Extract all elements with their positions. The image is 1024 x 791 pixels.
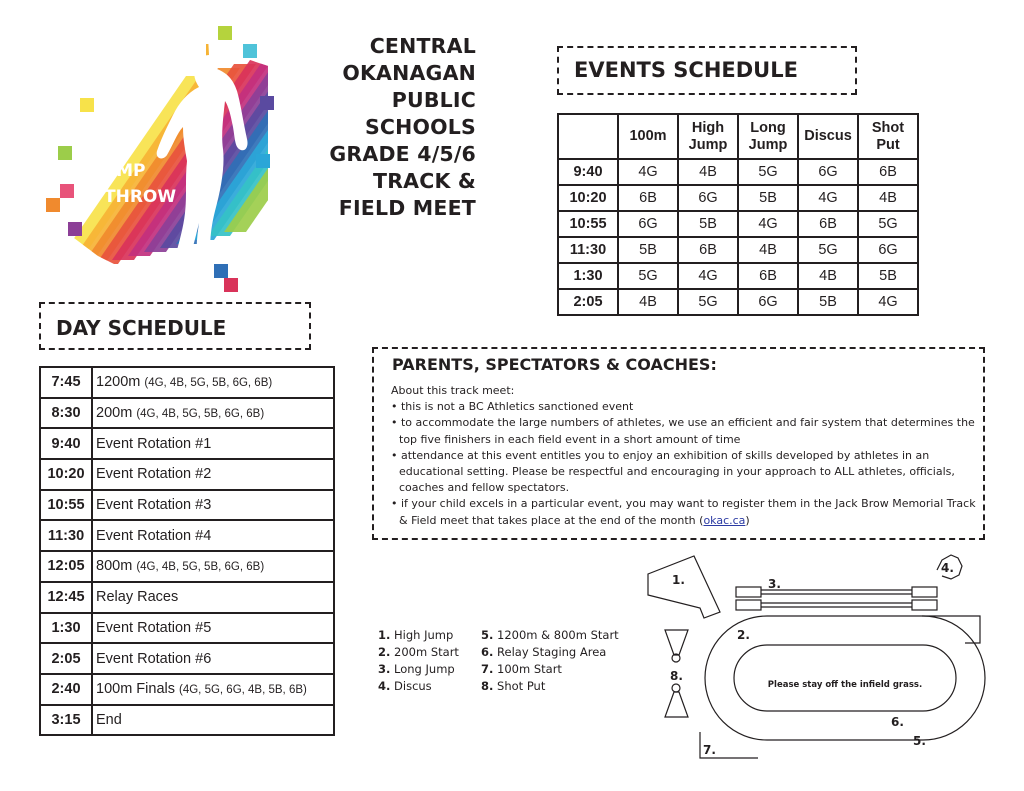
group-cell: 6B xyxy=(678,237,738,263)
marker-4: 4. xyxy=(941,561,954,575)
event-groups: (4G, 4B, 5G, 5B, 6G, 6B) xyxy=(144,377,273,390)
column-header-long-jump xyxy=(738,114,798,159)
legend-number: 6. xyxy=(481,645,494,659)
events-table-row xyxy=(558,211,918,237)
logo-pixel xyxy=(60,184,74,198)
marker-5: 5. xyxy=(913,734,926,748)
legend-number: 3. xyxy=(378,662,391,676)
legend-label: Long Jump xyxy=(394,662,455,676)
event-name: 100m Finals xyxy=(96,681,175,698)
column-header-time xyxy=(558,114,618,159)
info-bullet: • this is not a BC Athletics sanctioned event xyxy=(391,400,634,414)
group-cell: 4B xyxy=(678,159,738,185)
event-cell xyxy=(92,428,334,459)
group-cell: 5B xyxy=(858,263,918,289)
group-cell: 6B xyxy=(858,159,918,185)
event-name: Event Rotation #1 xyxy=(96,435,212,452)
legend-item xyxy=(481,627,619,644)
event-groups: (4G, 4B, 5G, 5B, 6G, 6B) xyxy=(136,561,265,574)
event-cell xyxy=(92,490,334,521)
time-cell: 10:20 xyxy=(40,459,92,490)
event-name: Event Rotation #6 xyxy=(96,650,212,667)
column-header-label: Put xyxy=(876,136,900,153)
parents-info-box xyxy=(372,347,985,540)
events-table-row xyxy=(558,289,918,315)
group-cell: 5G xyxy=(798,237,858,263)
legend-number: 8. xyxy=(481,679,494,693)
events-schedule-header xyxy=(557,46,857,95)
legend-item xyxy=(378,627,459,644)
day-table-row xyxy=(40,459,334,490)
info-bullet-end: ) xyxy=(745,513,750,527)
legend-label: Relay Staging Area xyxy=(497,645,607,659)
group-cell: 6B xyxy=(798,211,858,237)
time-cell: 3:15 xyxy=(40,705,92,736)
title-line: GRADE 4/5/6 xyxy=(329,142,476,166)
time-cell: 9:40 xyxy=(40,428,92,459)
column-header-label: Long xyxy=(750,119,786,136)
legend-item xyxy=(481,678,619,695)
info-intro: About this track meet: xyxy=(391,384,515,397)
title-line: PUBLIC xyxy=(391,88,476,112)
day-schedule-header xyxy=(39,302,311,350)
time-cell: 11:30 xyxy=(40,520,92,551)
track-inner xyxy=(734,645,956,711)
group-cell: 6B xyxy=(738,263,798,289)
marker-2: 2. xyxy=(737,628,750,642)
legend-label: Shot Put xyxy=(497,679,546,693)
events-table-row xyxy=(558,159,918,185)
title-line: SCHOOLS xyxy=(364,115,476,139)
day-table-row xyxy=(40,705,334,736)
group-cell: 4G xyxy=(798,185,858,211)
logo-pixel xyxy=(243,44,257,58)
logo-word-run: RUN xyxy=(88,135,130,155)
logo-pixel xyxy=(46,198,60,212)
title-line: TRACK & xyxy=(373,169,476,193)
legend-number: 7. xyxy=(481,662,494,676)
logo-pixel xyxy=(214,264,228,278)
day-table-row xyxy=(40,643,334,674)
group-cell: 6G xyxy=(618,211,678,237)
event-name: Event Rotation #5 xyxy=(96,619,212,636)
event-cell xyxy=(92,367,334,398)
event-groups: (4G, 4B, 5G, 5B, 6G, 6B) xyxy=(136,408,265,421)
group-cell: 5B xyxy=(618,237,678,263)
event-cell xyxy=(92,398,334,429)
legend-number: 1. xyxy=(378,628,391,642)
events-table-row xyxy=(558,185,918,211)
time-cell: 12:45 xyxy=(40,582,92,613)
day-table-row xyxy=(40,398,334,429)
events-table-header-row xyxy=(558,114,918,159)
infield-note: Please stay off the infield grass. xyxy=(767,680,923,690)
marker-8: 8. xyxy=(670,669,683,683)
time-cell: 12:05 xyxy=(40,551,92,582)
day-table-row xyxy=(40,551,334,582)
column-header-high-jump xyxy=(678,114,738,159)
event-cell xyxy=(92,520,334,551)
time-cell: 1:30 xyxy=(558,263,618,289)
event-name: Event Rotation #2 xyxy=(96,466,212,483)
event-title xyxy=(296,33,476,222)
legend-label: 1200m & 800m Start xyxy=(497,628,619,642)
column-header-100m xyxy=(618,114,678,159)
legend-number: 4. xyxy=(378,679,391,693)
event-name: Event Rotation #3 xyxy=(96,497,212,514)
group-cell: 6G xyxy=(798,159,858,185)
event-name: 1200m xyxy=(96,374,141,391)
legend-column xyxy=(378,627,459,695)
group-cell: 4B xyxy=(858,185,918,211)
day-table-row xyxy=(40,520,334,551)
time-cell: 10:55 xyxy=(558,211,618,237)
marker-3: 3. xyxy=(768,577,781,591)
column-header-label: Jump xyxy=(748,136,788,153)
event-name: 200m xyxy=(96,405,133,422)
group-cell: 5B xyxy=(678,211,738,237)
column-header-label: Discus xyxy=(804,128,852,144)
marker-6: 6. xyxy=(891,715,904,729)
column-header-label: Jump xyxy=(688,136,728,153)
legend-number: 5. xyxy=(481,628,494,642)
legend-label: 200m Start xyxy=(394,645,459,659)
logo-word-jump: JUMP xyxy=(96,161,146,181)
legend-label: High Jump xyxy=(394,628,454,642)
group-cell: 4G xyxy=(738,211,798,237)
legend-item xyxy=(378,678,459,695)
title-line: CENTRAL xyxy=(369,34,476,58)
event-name: End xyxy=(96,711,122,728)
time-cell: 8:30 xyxy=(40,398,92,429)
event-cell xyxy=(92,582,334,613)
event-name: Relay Races xyxy=(96,589,179,606)
time-cell: 10:55 xyxy=(40,490,92,521)
day-table-row xyxy=(40,582,334,613)
title-line: OKANAGAN xyxy=(342,61,476,85)
long-jump-pits xyxy=(736,587,937,610)
info-body xyxy=(391,383,981,529)
legend-column xyxy=(481,627,619,695)
events-table-row xyxy=(558,263,918,289)
time-cell: 7:45 xyxy=(40,367,92,398)
day-table-row xyxy=(40,613,334,644)
marker-7: 7. xyxy=(703,743,716,757)
logo-pixel xyxy=(80,98,94,112)
time-cell: 1:30 xyxy=(40,613,92,644)
event-name: Event Rotation #4 xyxy=(96,527,212,544)
run-jump-throw-logo xyxy=(38,26,278,294)
time-cell: 2:05 xyxy=(40,643,92,674)
day-schedule-table xyxy=(39,366,335,736)
group-cell: 5G xyxy=(738,159,798,185)
info-bullet: • to accommodate the large numbers of athletes, we use an efficient and fair system that determines the top five finishers in each field event in a short amount of time xyxy=(391,416,975,446)
group-cell: 5B xyxy=(798,289,858,315)
logo-pixel xyxy=(58,146,72,160)
column-header-discus xyxy=(798,114,858,159)
high-jump-area xyxy=(648,556,720,618)
event-cell xyxy=(92,551,334,582)
group-cell: 5G xyxy=(678,289,738,315)
logo-pixel xyxy=(68,222,82,236)
group-cell: 4G xyxy=(678,263,738,289)
column-header-shot-put xyxy=(858,114,918,159)
time-cell: 11:30 xyxy=(558,237,618,263)
column-header-label: Shot xyxy=(871,119,905,136)
group-cell: 4B xyxy=(798,263,858,289)
logo-pixel xyxy=(224,278,238,292)
legend-item xyxy=(378,644,459,661)
info-bullet xyxy=(391,496,981,528)
info-heading: PARENTS, SPECTATORS & COACHES: xyxy=(392,355,717,374)
group-cell: 4G xyxy=(858,289,918,315)
events-schedule-table xyxy=(557,113,919,316)
day-table-row xyxy=(40,428,334,459)
marker-1: 1. xyxy=(672,573,685,587)
okac-link[interactable]: okac.ca xyxy=(703,513,746,527)
day-table-row xyxy=(40,490,334,521)
legend-item xyxy=(378,661,459,678)
time-cell: 10:20 xyxy=(558,185,618,211)
group-cell: 6G xyxy=(738,289,798,315)
legend-label: Discus xyxy=(394,679,432,693)
day-schedule-heading: DAY SCHEDULE xyxy=(56,316,227,340)
event-cell xyxy=(92,459,334,490)
day-table-row xyxy=(40,367,334,398)
group-cell: 4B xyxy=(738,237,798,263)
event-groups: (4G, 5G, 6G, 4B, 5B, 6B) xyxy=(179,684,307,697)
group-cell: 5G xyxy=(618,263,678,289)
event-cell xyxy=(92,643,334,674)
day-table-row xyxy=(40,674,334,705)
logo-pixel xyxy=(256,154,270,168)
events-schedule-heading: EVENTS SCHEDULE xyxy=(574,58,798,82)
column-header-label: 100m xyxy=(629,128,667,144)
info-bullet-text: • if your child excels in a particular event, you may want to register them in the Jack Brow Memorial Track & Field meet that takes place at the end of the month ( xyxy=(391,497,976,527)
legend-item xyxy=(481,644,619,661)
group-cell: 5B xyxy=(738,185,798,211)
field-map xyxy=(640,550,1020,790)
events-table-row xyxy=(558,237,918,263)
event-cell xyxy=(92,705,334,736)
legend-number: 2. xyxy=(378,645,391,659)
logo-word-throw: THROW xyxy=(104,187,177,207)
group-cell: 6B xyxy=(618,185,678,211)
group-cell: 6G xyxy=(678,185,738,211)
time-cell: 9:40 xyxy=(558,159,618,185)
time-cell: 2:40 xyxy=(40,674,92,705)
event-name: 800m xyxy=(96,558,133,575)
group-cell: 6G xyxy=(858,237,918,263)
legend-item xyxy=(481,661,619,678)
event-cell xyxy=(92,613,334,644)
event-cell xyxy=(92,674,334,705)
title-line: FIELD MEET xyxy=(338,196,476,220)
logo-pixel xyxy=(260,96,274,110)
group-cell: 4G xyxy=(618,159,678,185)
group-cell: 5G xyxy=(858,211,918,237)
info-bullet: • attendance at this event entitles you to enjoy an exhibition of skills developed by athletes in an educational setting. Please be respectful and encouraging in your approach to ALL athletes, officials, coaches and fellow spectators. xyxy=(391,448,955,495)
logo-pixel xyxy=(218,26,232,40)
legend-label: 100m Start xyxy=(497,662,562,676)
column-header-label: High xyxy=(691,119,725,136)
time-cell: 2:05 xyxy=(558,289,618,315)
group-cell: 4B xyxy=(618,289,678,315)
